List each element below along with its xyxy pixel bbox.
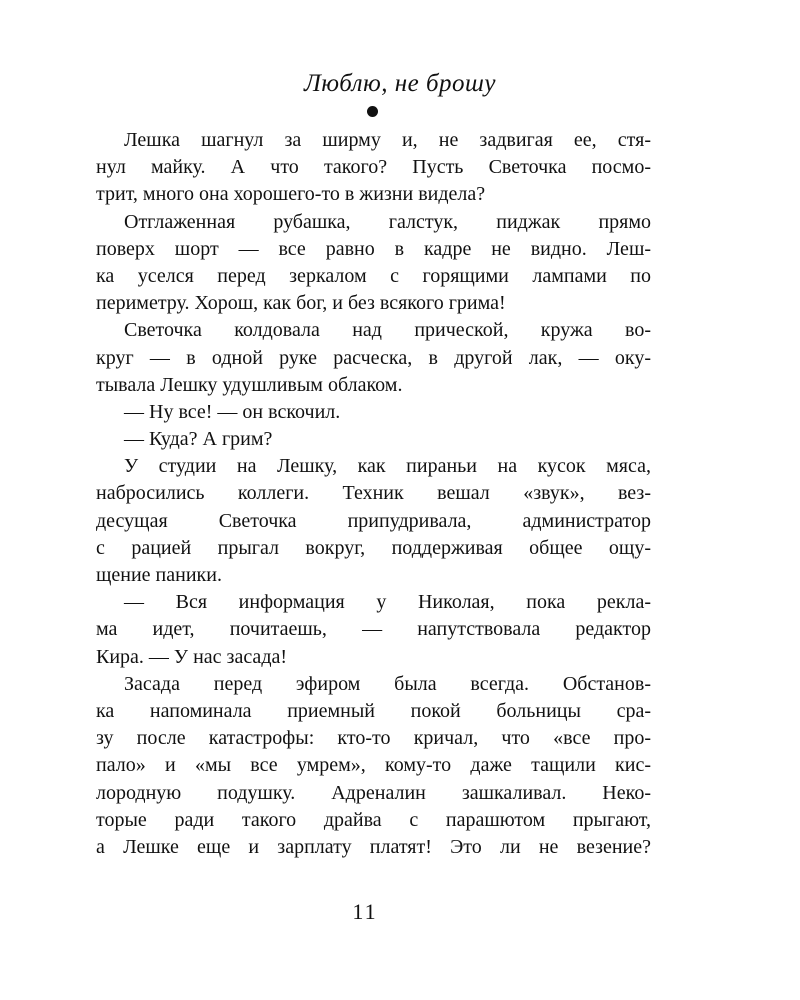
text-line: Кира. — У нас засада! bbox=[96, 645, 288, 668]
text-line: тывала Лешку удушливым облаком. bbox=[96, 373, 403, 396]
text-line: У студии на Лешку, как пираньи на кусок мяса, bbox=[124, 455, 651, 478]
running-head: Люблю, не брошу bbox=[304, 70, 496, 97]
text-line: ка уселся перед зеркалом с горящими лампами по bbox=[96, 264, 651, 287]
text-line: с рацией прыгал вокруг, поддерживая общее ощу- bbox=[96, 536, 651, 559]
text-line: зу после катастрофы: кто-то кричал, что «все про- bbox=[96, 727, 651, 750]
text-line: Лешка шагнул за ширму и, не задвигая ее, стя- bbox=[124, 129, 651, 151]
text-line: периметру. Хорош, как бог, и без всякого грима! bbox=[96, 292, 506, 315]
text-line: набросились коллеги. Техник вешал «звук», вез- bbox=[96, 482, 651, 505]
text-line: — Вся информация у Николая, пока рекла- bbox=[124, 591, 651, 614]
text-line: трит, много она хорошего-то в жизни видела? bbox=[96, 183, 486, 206]
text-line: лородную подушку. Адреналин зашкаливал. Неко- bbox=[96, 781, 651, 804]
text-line: — Куда? А грим? bbox=[124, 428, 273, 451]
page-number: 11 bbox=[352, 899, 378, 924]
text-line: Отглаженная рубашка, галстук, пиджак прямо bbox=[124, 210, 651, 233]
body-text bbox=[96, 127, 651, 861]
text-line: круг — в одной руке расческа, в другой лак, — оку- bbox=[96, 346, 651, 369]
text-line: десущая Светочка припудривала, администратор bbox=[96, 509, 651, 532]
text-line: ка напоминала приемный покой больницы сра- bbox=[96, 699, 651, 722]
text-line: Засада перед эфиром была всегда. Обстанов- bbox=[124, 672, 651, 695]
text-line: — Ну все! — он вскочил. bbox=[124, 400, 341, 423]
ornament-dot bbox=[367, 106, 378, 117]
text-line: ма идет, почитаешь, — напутствовала редактор bbox=[96, 618, 651, 641]
text-line: пало» и «мы все умрем», кому-то даже тащили кис- bbox=[96, 754, 651, 777]
text-line: а Лешке еще и зарплату платят! Это ли не везение? bbox=[96, 835, 651, 858]
text-line: нул майку. А что такого? Пусть Светочка посмо- bbox=[96, 156, 651, 179]
text-line: поверх шорт — все равно в кадре не видно. Леш- bbox=[96, 237, 651, 260]
text-line: Светочка колдовала над прической, кружа во- bbox=[124, 319, 651, 342]
text-line: торые ради такого драйва с парашютом прыгают, bbox=[96, 808, 651, 831]
text-line: щение паники. bbox=[96, 564, 222, 586]
